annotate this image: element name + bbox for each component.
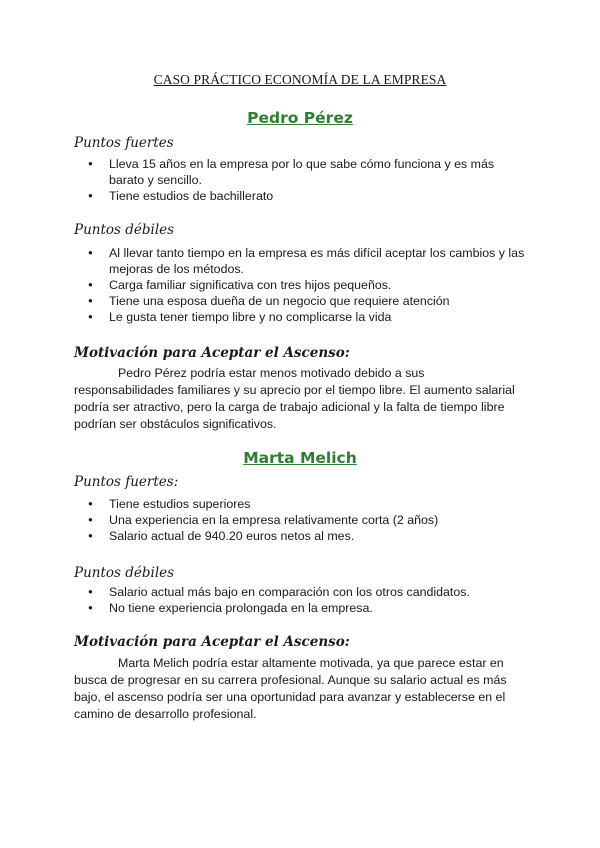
weaknesses-heading-marta: Puntos débiles bbox=[74, 565, 175, 581]
candidate-name-pedro: Pedro Pérez bbox=[247, 109, 353, 127]
candidate-name-marta: Marta Melich bbox=[243, 449, 357, 467]
list-item: ● Tiene estudios superiores bbox=[88, 496, 528, 512]
list-item: ● Le gusta tener tiempo libre y no complicarse la vida bbox=[88, 309, 528, 325]
motivation-paragraph-pedro: Pedro Pérez podría estar menos motivado debido a sus responsabilidades familiares y su aprecio por el tiempo libre. El aumento salarial podría ser atractivo, pero la carga de trabajo adicional y la falta de tiempo libre podrían ser obstáculos significativos. bbox=[74, 366, 515, 431]
list-item: ● No tiene experiencia prolongada en la empresa. bbox=[88, 600, 528, 616]
weaknesses-list-pedro bbox=[88, 245, 528, 325]
strengths-list-pedro bbox=[88, 156, 528, 204]
list-item: ● Salario actual de 940.20 euros netos al mes. bbox=[88, 528, 528, 544]
strengths-heading-marta: Puntos fuertes: bbox=[74, 474, 179, 490]
list-item: ● Tiene una esposa dueña de un negocio que requiere atención bbox=[88, 293, 528, 309]
document-title: CASO PRÁCTICO ECONOMÍA DE LA EMPRESA bbox=[153, 72, 447, 87]
strengths-list-marta bbox=[88, 496, 528, 544]
list-item: ● Tiene estudios de bachillerato bbox=[88, 188, 528, 204]
list-item: ● Carga familiar significativa con tres hijos pequeños. bbox=[88, 277, 528, 293]
list-item: ● Salario actual más bajo en comparación con los otros candidatos. bbox=[88, 584, 528, 600]
weaknesses-heading-pedro: Puntos débiles bbox=[74, 222, 175, 238]
list-item: ● Al llevar tanto tiempo en la empresa es más difícil aceptar los cambios y las mejoras de los métodos. bbox=[88, 245, 528, 277]
motivation-heading-marta: Motivación para Aceptar el Ascenso: bbox=[74, 634, 350, 650]
weaknesses-list-marta bbox=[88, 584, 528, 616]
list-item: ● Lleva 15 años en la empresa por lo que sabe cómo funciona y es más barato y sencillo. bbox=[88, 156, 528, 188]
list-item: ● Una experiencia en la empresa relativamente corta (2 años) bbox=[88, 512, 528, 528]
motivation-paragraph-marta: Marta Melich podría estar altamente motivada, ya que parece estar en busca de progresar en su carrera profesional. Aunque su salario actual es más bajo, el ascenso podría ser una oportunidad para avanzar y establecerse en el camino de desarrollo profesional. bbox=[74, 656, 507, 721]
strengths-heading-pedro: Puntos fuertes bbox=[74, 135, 174, 151]
motivation-heading-pedro: Motivación para Aceptar el Ascenso: bbox=[74, 345, 350, 361]
